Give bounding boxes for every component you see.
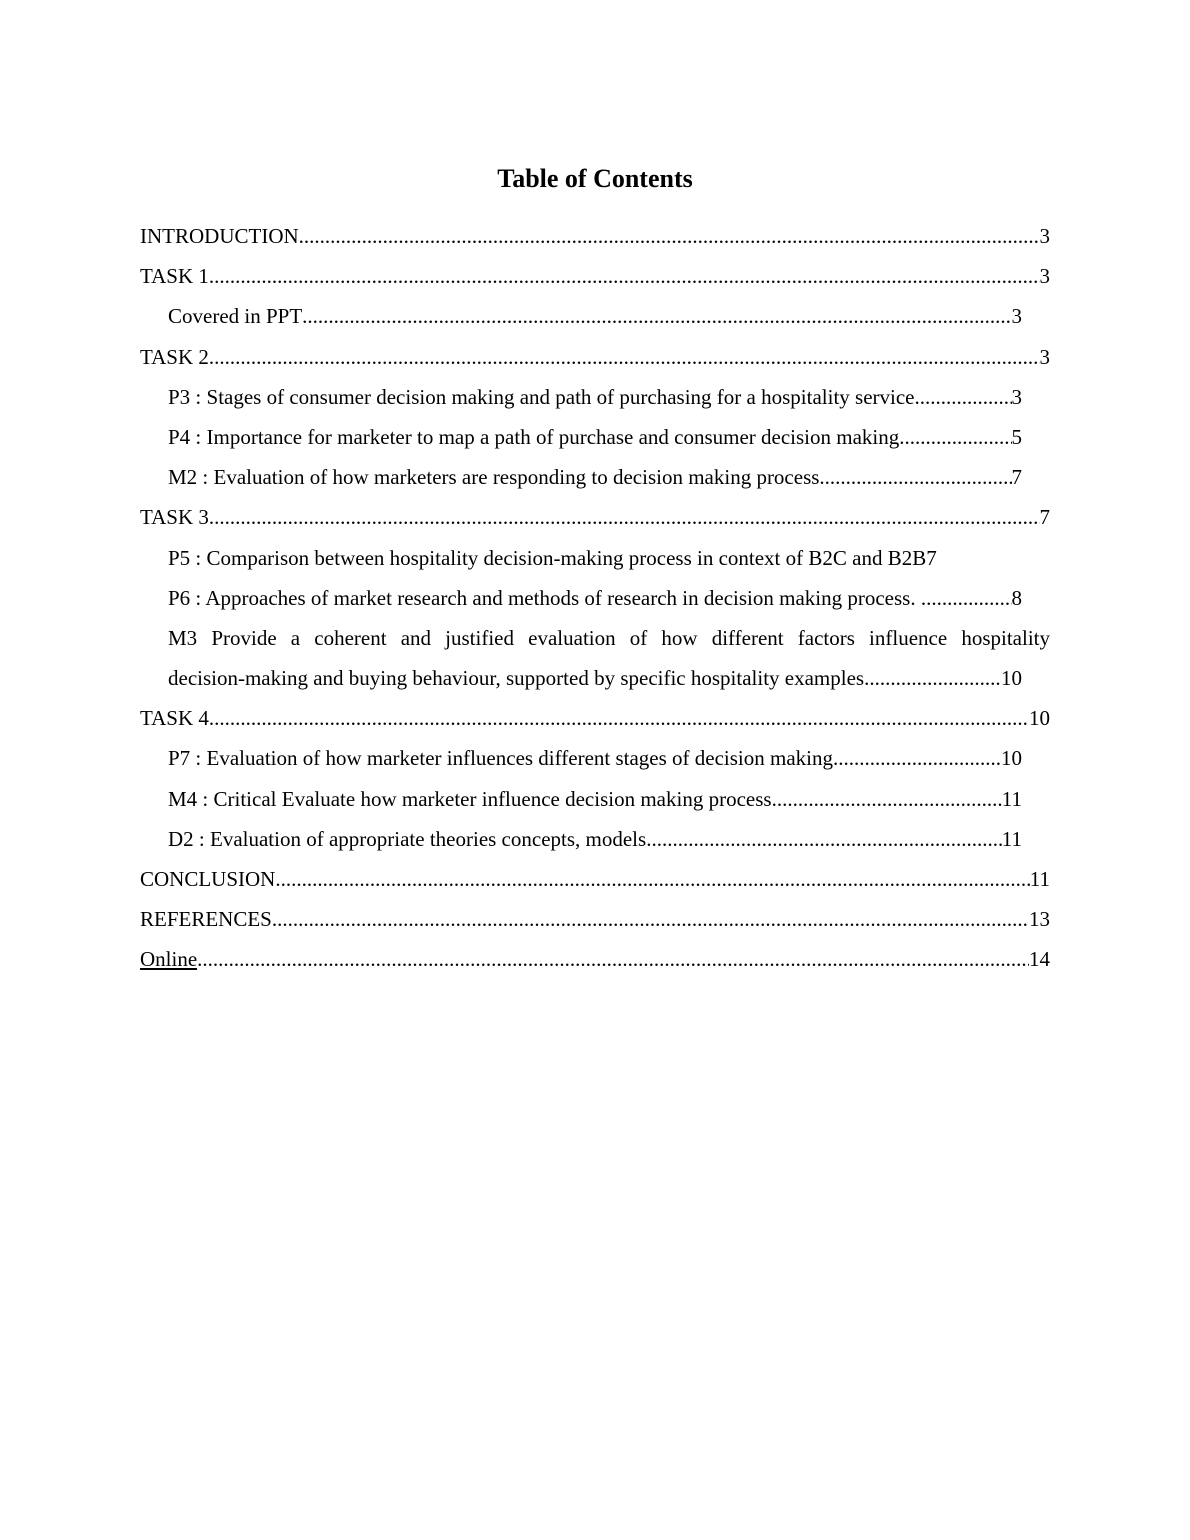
dot-leader (921, 578, 1012, 618)
table-of-contents (140, 216, 1050, 980)
toc-entry-label: INTRODUCTION (140, 224, 299, 248)
toc-entry-page: 11 (1029, 867, 1050, 892)
dot-leader (302, 296, 1011, 336)
toc-entry-page: 11 (1001, 786, 1022, 811)
toc-entry-page: 10 (1001, 746, 1022, 771)
toc-entry-page: 13 (1029, 907, 1050, 932)
toc-entry-label: TASK 1 (140, 264, 209, 289)
dot-leader (209, 698, 1029, 738)
dot-leader (864, 658, 1001, 698)
dot-leader (772, 779, 1002, 819)
toc-entry-m4[interactable] (168, 779, 1050, 819)
toc-entry-label: TASK 2 (140, 344, 209, 369)
toc-entry-page: 14 (1029, 947, 1050, 972)
toc-entry-introduction[interactable] (140, 216, 1050, 256)
toc-title: Table of Contents (497, 164, 693, 193)
toc-entry-label: Covered in PPT (168, 304, 303, 329)
dot-leader (833, 738, 1001, 778)
dot-leader (299, 216, 1040, 256)
toc-entry-covered-in-ppt[interactable] (168, 296, 1050, 336)
dot-leader (899, 417, 1011, 457)
toc-entry-page: 3 (1039, 264, 1050, 289)
toc-entry-page: 7 (1011, 465, 1022, 490)
toc-entry-label: P6 : Approaches of market research and methods of research in decision making process. (168, 585, 921, 610)
toc-entry-m3[interactable] (168, 618, 1050, 698)
toc-entry-label: TASK 3 (140, 505, 209, 530)
toc-entry-page: 8 (1011, 585, 1022, 610)
toc-entry-page: 3 (1011, 304, 1022, 329)
toc-entry-label: P7 : Evaluation of how marketer influences different stages of decision making (168, 746, 834, 771)
toc-entry-page: 5 (1011, 424, 1022, 449)
toc-entry-page: 7 (926, 545, 937, 570)
toc-entry-label: D2 : Evaluation of appropriate theories concepts, models (168, 826, 647, 851)
toc-entry-label: M2 : Evaluation of how marketers are responding to decision making process (168, 465, 820, 490)
toc-entry-task-3[interactable] (140, 497, 1050, 537)
dot-leader (209, 256, 1040, 296)
toc-entry-task-2[interactable] (140, 337, 1050, 377)
dot-leader (272, 899, 1029, 939)
toc-entry-page: 7 (1039, 505, 1050, 530)
toc-entry-task-1[interactable] (140, 256, 1050, 296)
toc-entry-page: 10 (1029, 706, 1050, 731)
toc-entry-label: REFERENCES (140, 907, 272, 932)
dot-leader (275, 859, 1029, 899)
toc-entry-label-line-2: decision-making and buying behaviour, supported by specific hospitality examples (168, 666, 865, 691)
toc-entry-page: 10 (1001, 666, 1022, 691)
toc-entry-label: P4 : Importance for marketer to map a path of purchase and consumer decision making (168, 424, 900, 449)
toc-entry-label: CONCLUSION (140, 867, 276, 892)
toc-entry-label: TASK 4 (140, 706, 209, 731)
toc-entry-page: 11 (1001, 826, 1022, 851)
dot-leader (646, 819, 1002, 859)
dot-leader (197, 939, 1029, 979)
toc-entry-conclusion[interactable] (140, 859, 1050, 899)
toc-entry-page: 3 (1039, 344, 1050, 369)
toc-entry-m2[interactable] (168, 457, 1050, 497)
toc-entry-p3[interactable] (168, 377, 1050, 417)
toc-entry-task-4[interactable] (140, 698, 1050, 738)
toc-entry-page: 3 (1011, 384, 1022, 409)
toc-entry-p7[interactable] (168, 738, 1050, 778)
dot-leader (920, 377, 1012, 417)
dot-leader (209, 497, 1040, 537)
toc-entry-page: 3 (1039, 224, 1050, 248)
dot-leader (819, 457, 1011, 497)
toc-entry-p4[interactable] (168, 417, 1050, 457)
toc-entry-p5[interactable] (168, 538, 1050, 578)
dot-leader (209, 337, 1040, 377)
toc-entry-label-link[interactable]: Online (140, 947, 198, 972)
toc-entry-references[interactable] (140, 899, 1050, 939)
toc-entry-label: M4 : Critical Evaluate how marketer influence decision making process (168, 786, 772, 811)
toc-entry-label-line-1: M3 Provide a coherent and justified evaluation of how different factors influence hospitality (168, 625, 1050, 650)
toc-entry-online[interactable] (140, 939, 1050, 979)
toc-entry-label: P3 : Stages of consumer decision making and path of purchasing for a hospitality service. (168, 384, 920, 409)
toc-entry-p6[interactable] (168, 578, 1050, 618)
toc-entry-label: P5 : Comparison between hospitality decision-making process in context of B2C and B2B (168, 545, 927, 570)
toc-entry-d2[interactable] (168, 819, 1050, 859)
